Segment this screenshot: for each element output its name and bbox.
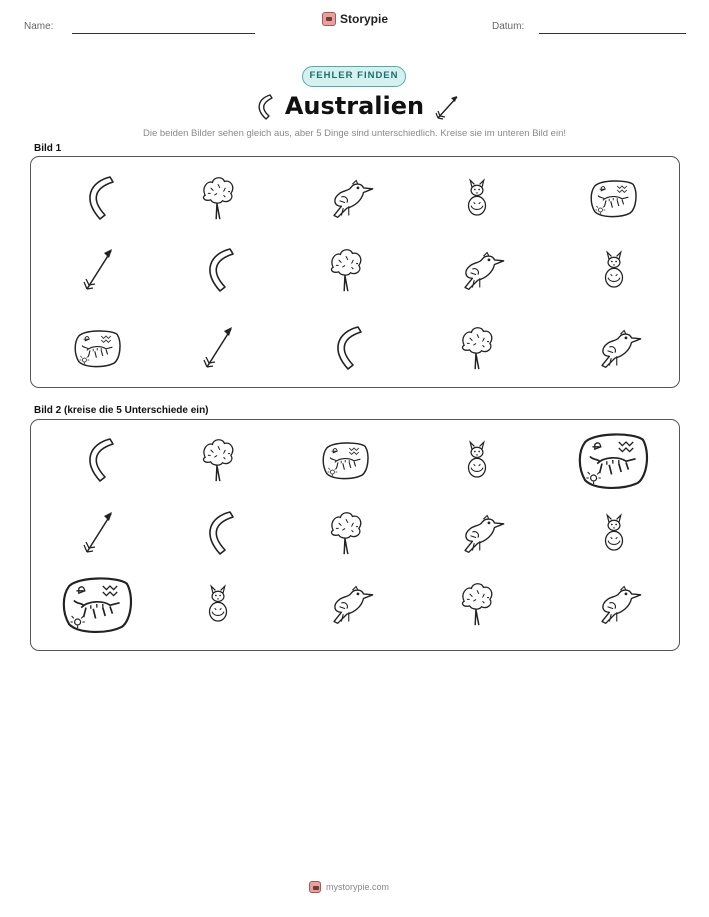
boomerang-icon (198, 508, 238, 558)
kangaroo-icon (597, 247, 631, 293)
date-field[interactable] (539, 33, 686, 34)
arrow-icon (432, 92, 462, 122)
date-label: Datum: (492, 21, 525, 32)
kangaroo-icon (597, 510, 631, 556)
kookaburra-icon (589, 581, 639, 627)
arrow-icon (198, 323, 238, 373)
arrow-icon (78, 508, 118, 558)
rock-art-icon (590, 177, 638, 219)
storypie-logo-icon (322, 12, 336, 26)
rock-art-icon (578, 429, 650, 491)
boomerang-icon (78, 173, 118, 223)
brand-logo (322, 12, 388, 26)
tree-icon (327, 247, 365, 293)
kangaroo-icon (460, 175, 494, 221)
activity-badge: FEHLER FINDEN (302, 66, 406, 87)
tree-icon (458, 325, 496, 371)
kangaroo-icon (201, 581, 235, 627)
kookaburra-icon (589, 325, 639, 371)
kookaburra-icon (321, 581, 371, 627)
kookaburra-icon (452, 247, 502, 293)
boomerang-icon (78, 435, 118, 485)
storypie-logo-icon (309, 881, 321, 893)
rock-art-icon (74, 327, 122, 369)
instructions: Die beiden Bilder sehen gleich aus, aber 5 Dinge sind unterschiedlich. Kreise sie im unteren Bild ein! (143, 128, 566, 139)
picture1-label: Bild 1 (34, 143, 62, 154)
brand-name: Storypie (340, 12, 389, 26)
boomerang-icon (326, 323, 366, 373)
tree-icon (327, 510, 365, 556)
rock-art-icon (62, 573, 134, 635)
footer-url[interactable]: mystorypie.com (326, 882, 390, 892)
arrow-icon (78, 245, 118, 295)
tree-icon (458, 581, 496, 627)
kookaburra-icon (452, 510, 502, 556)
kookaburra-icon (321, 175, 371, 221)
picture2-label: Bild 2 (kreise die 5 Unterschiede ein) (34, 405, 209, 416)
footer (309, 881, 389, 893)
name-label: Name: (24, 21, 54, 32)
page-title: Australien (284, 92, 425, 120)
tree-icon (199, 437, 237, 483)
kangaroo-icon (460, 437, 494, 483)
tree-icon (199, 175, 237, 221)
boomerang-icon (198, 245, 238, 295)
rock-art-icon (322, 439, 370, 481)
name-field[interactable] (72, 33, 255, 34)
